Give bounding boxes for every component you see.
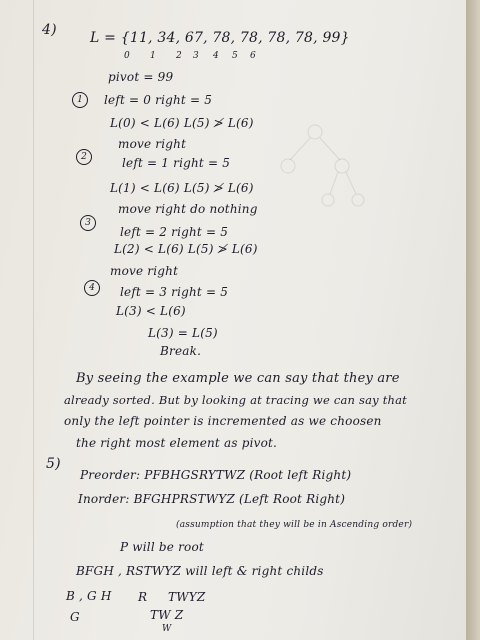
step-4-number: 4 — [84, 280, 100, 296]
list-index-5: 5 — [232, 51, 238, 61]
conclusion-line-2: already sorted. But by looking at tracing we can say that — [64, 393, 408, 407]
root-line: P will be root — [120, 540, 204, 554]
step-2-number: 2 — [76, 149, 92, 165]
question-5-number: 5) — [46, 456, 61, 472]
step-3-number: 3 — [80, 215, 96, 231]
step-1-action: move right — [118, 137, 187, 151]
preorder-line: Preorder: PFBHGSRYTWZ (Root left Right) — [80, 468, 352, 482]
step-3-compare: L(2) < L(6) L(5) ≯ L(6) — [114, 242, 258, 256]
list-index-4: 4 — [213, 51, 219, 61]
children-line: BFGH , RSTWYZ will left & right childs — [76, 564, 324, 578]
tree-row-1-right: TWYZ — [168, 590, 206, 604]
list-index-3: 3 — [193, 51, 199, 61]
list-index-0: 0 — [124, 51, 130, 61]
step-3-action: move right — [110, 264, 179, 278]
margin-line — [33, 0, 34, 640]
step-1-compare: L(0) < L(6) L(5) ≯ L(6) — [110, 116, 254, 130]
step-4-equal: L(3) = L(5) — [148, 326, 218, 340]
step-1-number: 1 — [72, 92, 88, 108]
list-index-1: 1 — [150, 51, 156, 61]
step-4-pointers: left = 3 right = 5 — [120, 285, 229, 299]
step-4-compare: L(3) < L(6) — [116, 304, 186, 318]
step-1-pointers: left = 0 right = 5 — [104, 93, 213, 107]
step-2-pointers: left = 1 right = 5 — [122, 156, 231, 170]
conclusion-line-4: the right most element as pivot. — [76, 436, 278, 450]
pivot-line: pivot = 99 — [108, 70, 174, 84]
tree-row-3: W — [162, 624, 172, 634]
step-2-compare: L(1) < L(6) L(5) ≯ L(6) — [110, 181, 254, 195]
bleed-through-tree-sketch — [260, 120, 370, 220]
list-definition: L = {11, 34, 67, 78, 78, 78, 78, 99} — [90, 30, 350, 46]
tree-row-2-left: G — [70, 610, 80, 624]
assumption-note: (assumption that they will be in Ascending order) — [176, 520, 413, 530]
tree-row-2-right: TW Z — [150, 608, 184, 622]
step-3-pointers: left = 2 right = 5 — [120, 225, 229, 239]
break-label: Break. — [160, 344, 202, 358]
step-2-action: move right do nothing — [118, 202, 258, 216]
page-edge-shadow — [466, 0, 480, 640]
tree-row-1-left: B , G H — [66, 589, 112, 603]
tree-row-1-root: R — [138, 590, 148, 604]
inorder-line: Inorder: BFGHPRSTWYZ (Left Root Right) — [78, 492, 346, 506]
list-index-6: 6 — [250, 51, 256, 61]
conclusion-line-3: only the left pointer is incremented as we choosen — [64, 414, 382, 428]
list-index-2: 2 — [176, 51, 182, 61]
question-4-number: 4) — [42, 22, 57, 38]
conclusion-line-1: By seeing the example we can say that they are — [76, 371, 400, 386]
